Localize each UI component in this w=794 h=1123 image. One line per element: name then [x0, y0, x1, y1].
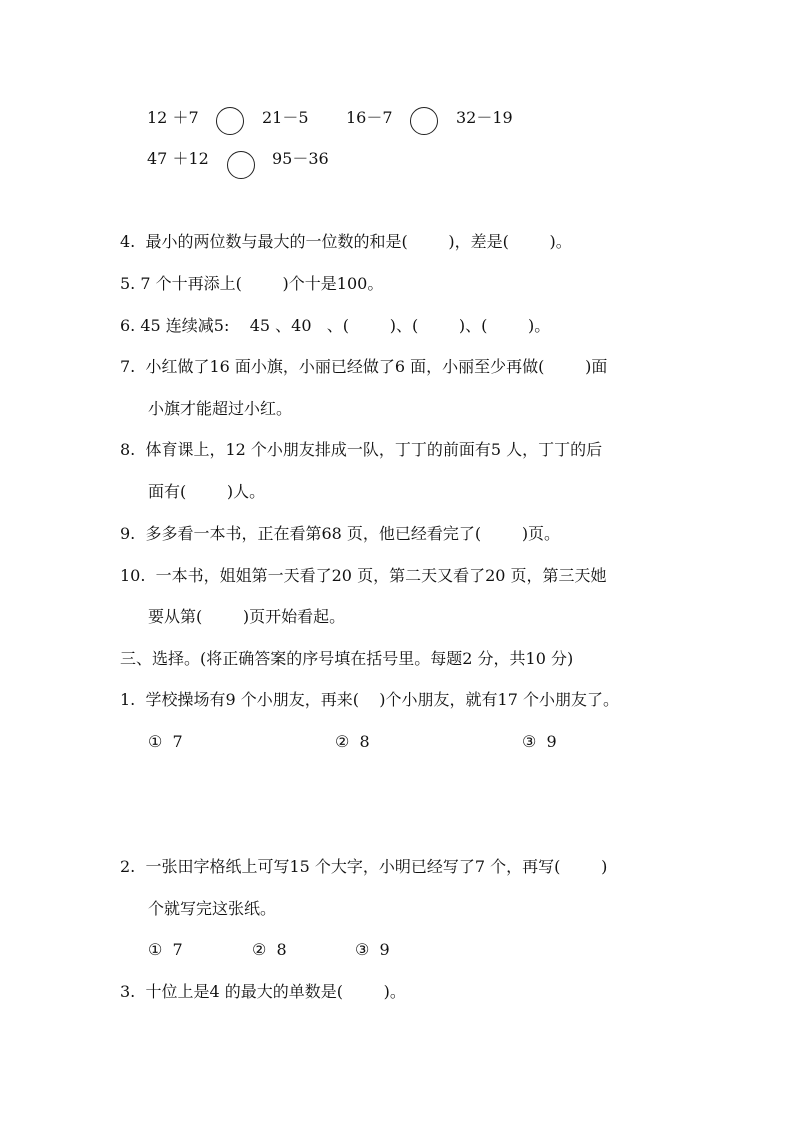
compare-r2-b: 95－36 — [272, 149, 329, 168]
compare-circle-3[interactable] — [227, 151, 255, 179]
question-8-line1: 8. 体育课上，12 个小朋友排成一队，丁丁的前面有5 人，丁丁的后 — [120, 440, 603, 459]
choice-2-option-1[interactable]: ① 7 — [148, 940, 183, 959]
choice-2-option-2[interactable]: ② 8 — [252, 940, 287, 959]
section-3-title: 三、选择。(将正确答案的序号填在括号里。每题2 分，共10 分) — [120, 649, 574, 668]
compare-r2-a: 47 ＋12 — [147, 149, 209, 168]
choice-question-2-line2: 个就写完这张纸。 — [148, 899, 277, 918]
choice-1-option-1[interactable]: ① 7 — [148, 732, 183, 751]
choice-1-option-3[interactable]: ③ 9 — [522, 732, 557, 751]
question-9: 9. 多多看一本书，正在看第68 页，他已经看完了( )页。 — [120, 524, 561, 543]
compare-r1-a: 12 ＋7 — [147, 108, 199, 127]
question-7-line2: 小旗才能超过小红。 — [148, 399, 293, 418]
question-6: 6. 45 连续减5: 45 、40 、( )、( )、( )。 — [120, 316, 551, 335]
choice-question-2-line1: 2. 一张田字格纸上可写15 个大字，小明已经写了7 个，再写( ) — [120, 857, 608, 876]
question-7-line1: 7. 小红做了16 面小旗，小丽已经做了6 面，小丽至少再做( )面 — [120, 357, 608, 376]
choice-1-option-2[interactable]: ② 8 — [335, 732, 370, 751]
compare-circle-1[interactable] — [216, 107, 244, 135]
compare-circle-2[interactable] — [410, 107, 438, 135]
choice-question-1: 1. 学校操场有9 个小朋友，再来( )个小朋友，就有17 个小朋友了。 — [120, 690, 619, 709]
question-10-line1: 10. 一本书，姐姐第一天看了20 页，第二天又看了20 页，第三天她 — [120, 566, 607, 585]
compare-r1-d: 32－19 — [456, 108, 513, 127]
compare-r1-c: 16－7 — [346, 108, 393, 127]
question-10-line2: 要从第( )页开始看起。 — [148, 607, 346, 626]
compare-r1-b: 21－5 — [262, 108, 309, 127]
choice-2-option-3[interactable]: ③ 9 — [355, 940, 390, 959]
question-8-line2: 面有( )人。 — [148, 482, 266, 501]
question-5: 5. 7 个十再添上( )个十是100。 — [120, 274, 384, 293]
question-4: 4. 最小的两位数与最大的一位数的和是( )，差是( )。 — [120, 232, 572, 251]
choice-question-3: 3. 十位上是4 的最大的单数是( )。 — [120, 982, 406, 1001]
